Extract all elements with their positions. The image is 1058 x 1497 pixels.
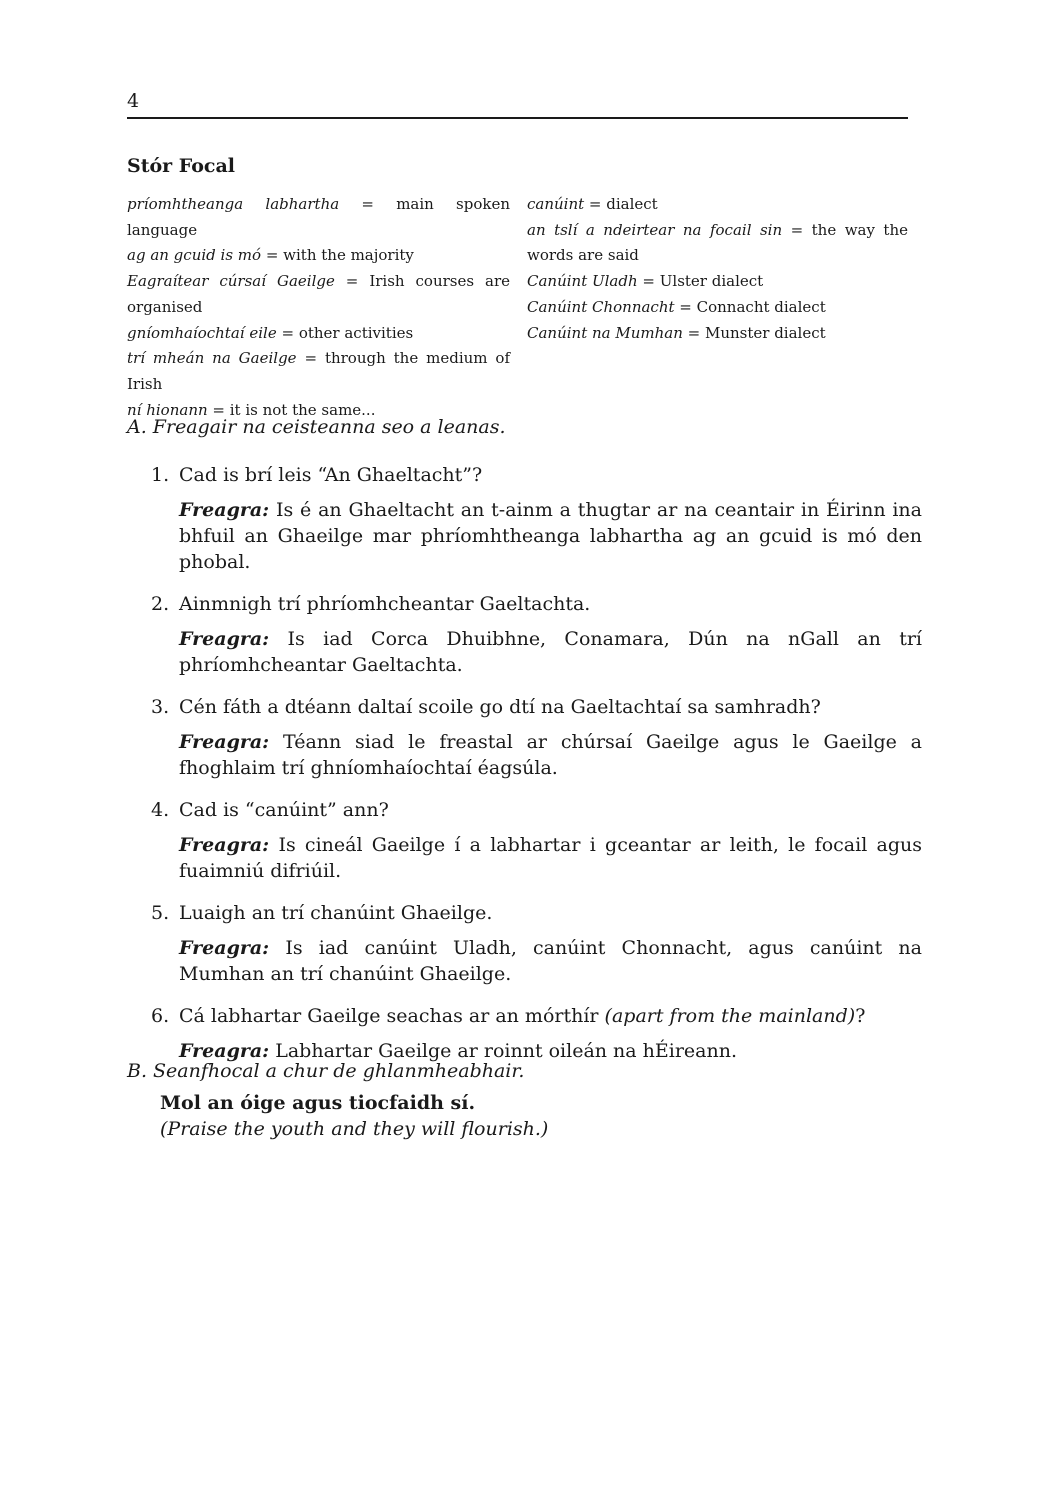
answer	[179, 729, 922, 781]
vocab-entry	[127, 269, 510, 320]
section-b-heading: B. Seanfhocal a chur de ghlanmheabhair.	[127, 1060, 525, 1082]
vocab-entry	[127, 346, 510, 397]
question-text: Cén fáth a dtéann daltaí scoile go dtí na Gaeltachtaí sa samhradh?	[179, 696, 821, 718]
answer-label: Freagra:	[179, 937, 270, 959]
question-number: 5.	[151, 902, 170, 924]
vocab-separator: =	[674, 297, 697, 316]
question-text: Luaigh an trí chanúint Ghaeilge.	[179, 902, 493, 924]
page-number: 4	[127, 90, 140, 112]
answer-label: Freagra:	[179, 628, 270, 650]
answer	[179, 497, 922, 575]
vocab-column-right	[527, 192, 908, 346]
vocab-meaning: Connacht dialect	[696, 297, 826, 316]
vocab-entry	[127, 192, 510, 243]
vocab-meaning: through the medium of Irish	[127, 349, 510, 393]
question-end: ?	[855, 1005, 866, 1027]
question-item	[127, 1003, 922, 1064]
question-number: 2.	[151, 593, 170, 615]
answer-label: Freagra:	[179, 731, 270, 753]
vocab-separator: =	[296, 349, 325, 368]
question-main: Cá labhartar Gaeilge seachas ar an mórthír	[179, 1005, 599, 1027]
question-text: Cad is brí leis “An Ghaeltacht”?	[179, 464, 483, 486]
answer-text: Téann siad le freastal ar chúrsaí Gaeilge agus le Gaeilge a fhoghlaim trí ghníomhaíochtaí éagsúla.	[179, 731, 922, 779]
answer	[179, 935, 922, 987]
vocab-title: Stór Focal	[127, 155, 236, 177]
question-text	[179, 1003, 922, 1029]
answer-text: Is cineál Gaeilge í a labhartar i gceantar ar leith, le focail agus fuaimniú difriúil.	[179, 834, 922, 882]
vocab-separator: =	[207, 400, 230, 419]
proverb-translation: (Praise the youth and they will flourish.)	[160, 1118, 549, 1140]
answer-text: Is iad canúint Uladh, canúint Chonnacht, agus canúint na Mumhan an trí chanúint Ghaeilge.	[179, 937, 922, 985]
answer-text: Is é an Ghaeltacht an t-ainm a thugtar ar na ceantair in Éirinn ina bhfuil an Ghaeilge mar phríomhtheanga labhartha ag an gcuid is mó den phobal.	[179, 499, 923, 573]
vocab-meaning: Irish courses are organised	[127, 272, 510, 316]
vocab-separator: =	[339, 195, 397, 213]
vocab-term: Canúint na Mumhan	[527, 323, 683, 342]
vocab-term: ag an gcuid is mó	[127, 246, 262, 265]
vocab-separator: =	[584, 195, 607, 213]
answer-label: Freagra:	[179, 1040, 270, 1062]
vocab-entry	[527, 295, 908, 321]
question-item	[127, 797, 922, 884]
vocab-separator: =	[334, 272, 370, 291]
question-item	[127, 900, 922, 987]
vocab-term: an tslí a ndeirtear na focail sin	[527, 220, 783, 239]
question-number: 4.	[151, 799, 170, 821]
question-item	[127, 591, 922, 678]
question-note: (apart from the mainland)	[604, 1005, 856, 1027]
proverb: Mol an óige agus tiocfaidh sí.	[160, 1092, 476, 1114]
vocab-column-left	[127, 192, 510, 423]
vocab-term: trí mheán na Gaeilge	[127, 349, 297, 368]
question-text: Ainmnigh trí phríomhcheantar Gaeltachta.	[179, 593, 591, 615]
question-number: 3.	[151, 696, 170, 718]
question-item	[127, 694, 922, 781]
vocab-meaning: main spoken language	[127, 195, 510, 239]
vocab-meaning: Ulster dialect	[659, 272, 764, 291]
vocab-term: Eagraítear cúrsaí Gaeilge	[127, 272, 335, 291]
vocab-entry	[527, 218, 908, 269]
answer-label: Freagra:	[179, 499, 270, 521]
answer	[179, 832, 922, 884]
vocab-term: gníomhaíochtaí eile	[127, 323, 277, 342]
vocab-term: Canúint Chonnacht	[527, 297, 675, 316]
vocab-meaning: with the majority	[283, 246, 414, 265]
vocab-separator: =	[682, 323, 705, 342]
vocab-meaning: it is not the same...	[229, 400, 376, 419]
vocab-term: ní hionann	[127, 400, 208, 419]
vocab-separator: =	[276, 323, 299, 342]
answer-text: Labhartar Gaeilge ar roinnt oileán na hÉireann.	[275, 1040, 738, 1062]
vocab-entry	[527, 321, 908, 347]
vocab-term: Canúint Uladh	[527, 272, 638, 291]
section-a-heading: A. Freagair na ceisteanna seo a leanas.	[127, 416, 506, 438]
vocab-meaning: the way the words are said	[527, 220, 908, 265]
vocab-entry	[527, 192, 908, 218]
question-number: 1.	[151, 464, 170, 486]
vocab-entry	[527, 269, 908, 295]
vocab-separator: =	[782, 220, 812, 239]
question-list	[127, 462, 922, 1080]
vocab-term: canúint	[527, 195, 585, 213]
question-text: Cad is “canúint” ann?	[179, 799, 389, 821]
header-rule	[127, 117, 908, 119]
vocab-term: príomhtheanga labhartha	[127, 195, 340, 213]
answer-label: Freagra:	[179, 834, 270, 856]
vocab-separator: =	[637, 272, 660, 291]
vocab-entry	[127, 321, 510, 347]
vocab-meaning: other activities	[298, 323, 414, 342]
answer-text: Is iad Corca Dhuibhne, Conamara, Dún na nGall an trí phríomhcheantar Gaeltachta.	[179, 628, 922, 676]
question-number: 6.	[151, 1005, 170, 1027]
answer	[179, 626, 922, 678]
vocab-separator: =	[261, 246, 284, 265]
vocab-entry	[127, 243, 510, 269]
vocab-meaning: dialect	[606, 195, 658, 213]
question-item	[127, 462, 922, 575]
vocab-meaning: Munster dialect	[704, 323, 826, 342]
